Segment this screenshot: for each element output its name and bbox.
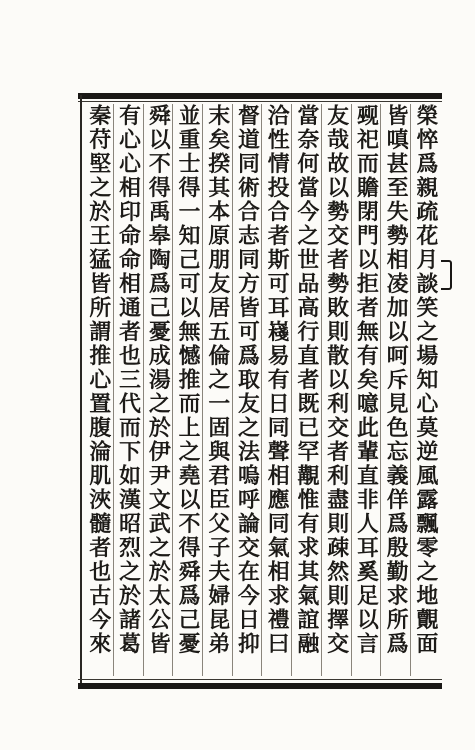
left-border-line xyxy=(80,95,82,687)
text-column-5: 當奈何當今之世品高行直者既已罕覯惟有求其氣誼融 xyxy=(293,104,319,656)
text-column-11: 有心心相印命命相通者也三代而下如漢昭烈之於諸葛 xyxy=(115,104,141,656)
bottom-border-rule xyxy=(78,683,442,689)
text-column-4: 友哉故以勢交者勢敗則散以利交者利盡則疎然則擇交 xyxy=(323,104,349,656)
text-column-3: 觋祀而贍閉門以拒者無有矣噫此輩直非人耳奚足以言 xyxy=(353,104,379,656)
text-column-7: 督道同術合志同方皆可爲取友之法嗚呼論交在今日抑 xyxy=(234,104,260,656)
top-border-thin-rule xyxy=(78,101,442,102)
top-border-rule xyxy=(78,93,442,99)
text-column-9: 並重士得一知己可以無憾推而上之堯以不得舜爲己憂 xyxy=(174,104,200,656)
text-column-12: 秦苻堅之於王猛皆所謂推心置腹淪肌浹髓者也古今來 xyxy=(85,104,111,656)
text-column-2: 皆嗔甚至失勢相凌加以呵斥見色忘義佯爲殷勤求所爲 xyxy=(383,104,409,656)
text-columns xyxy=(84,104,440,676)
text-column-8: 末矣揆其本原朋友居五倫之一固與君臣父子夫婦昆弟 xyxy=(204,104,230,656)
fold-mark-icon xyxy=(441,260,452,290)
text-column-1: 榮悴爲親疏花月談笑之場知心莫逆風露飄零之地覿面 xyxy=(412,104,438,656)
text-column-10: 舜以不得禹皋陶爲己憂成湯之於伊尹文武之於太公皆 xyxy=(145,104,171,656)
text-column-6: 洽性情投合者斯可耳嶘易有日同聲相應同氣相求禮曰 xyxy=(264,104,290,656)
bottom-border-thin-rule xyxy=(78,679,442,680)
